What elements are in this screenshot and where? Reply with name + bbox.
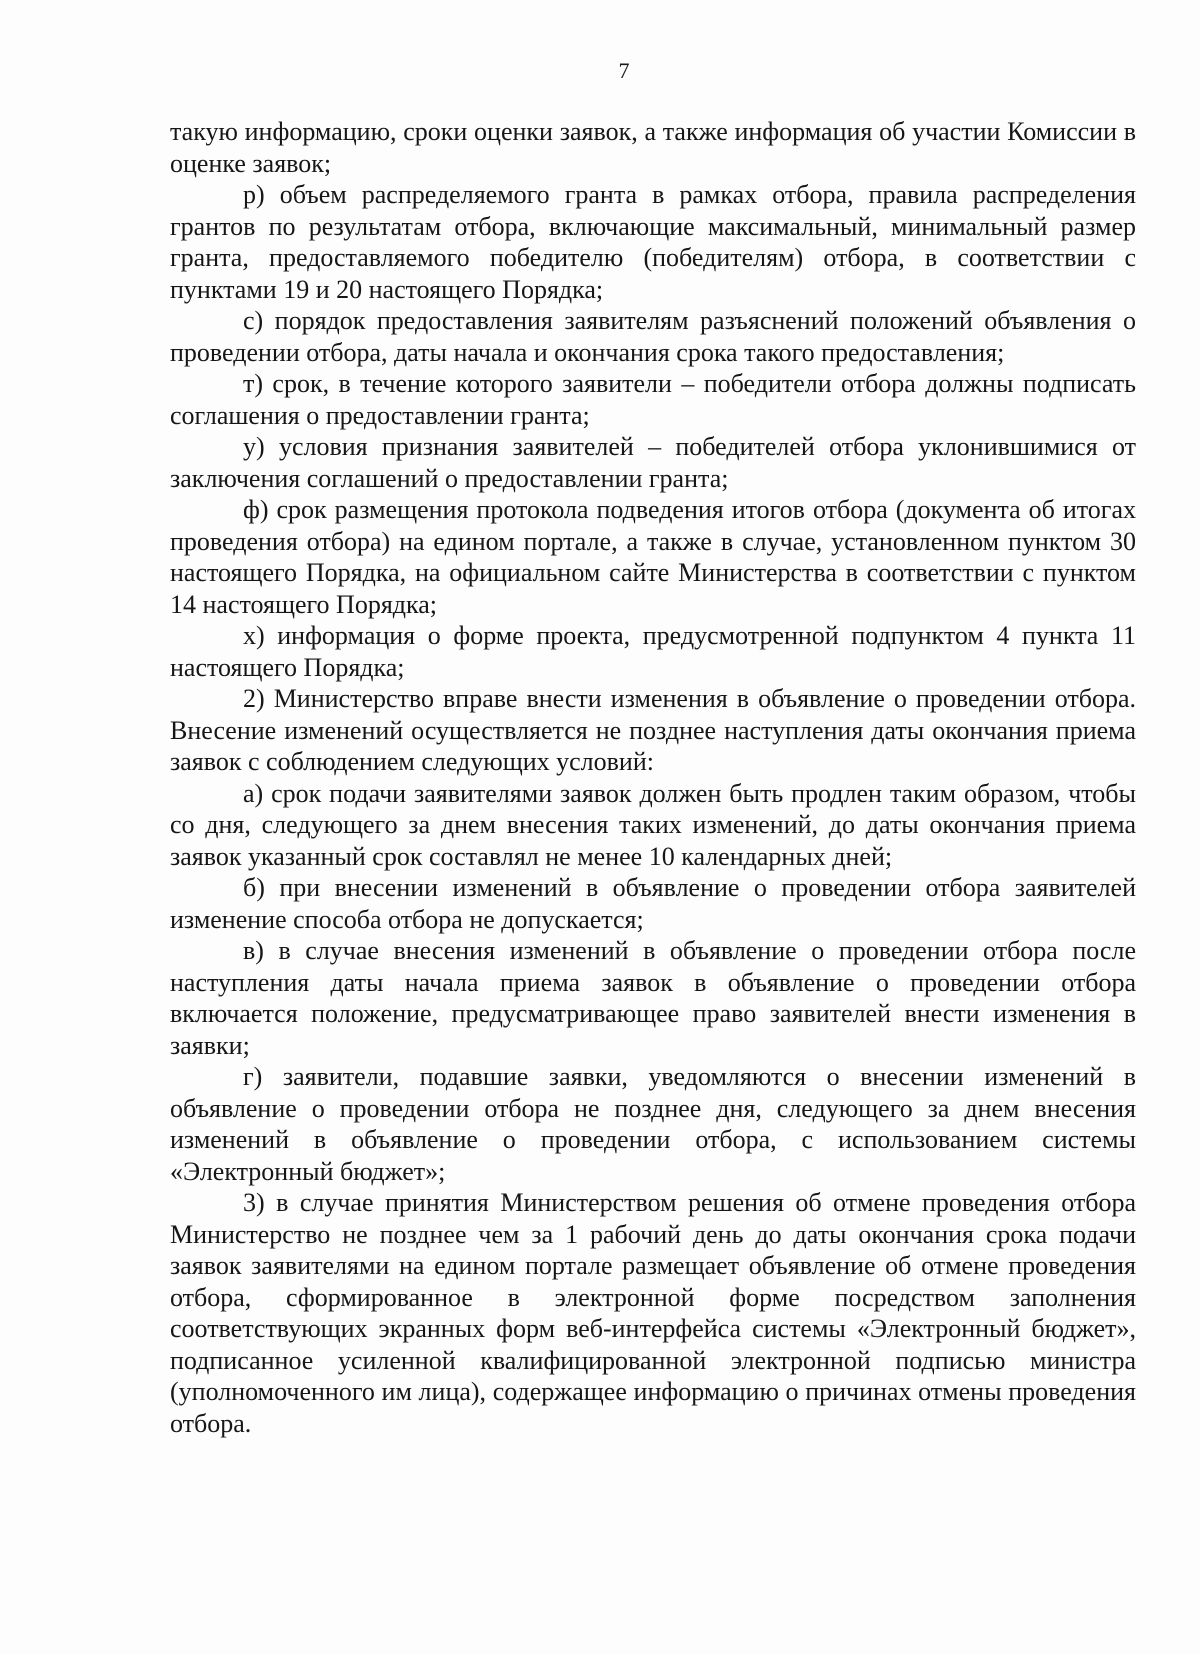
document-body bbox=[170, 116, 1136, 1439]
paragraph-item-v: в) в случае внесения изменений в объявление о проведении отбора после наступления даты начала приема заявок в объявление о проведении отбора включается положение, предусматривающее право заявителей внести изменения в заявки; bbox=[170, 936, 1136, 1060]
page-number: 7 bbox=[618, 58, 630, 83]
paragraph-item-f: ф) срок размещения протокола подведения итогов отбора (документа об итогах проведения отбора) на едином портале, а также в случае, установленном пунктом 30 настоящего Порядка, на официальном сайте Министерства в соответствии с пунктом 14 настоящего Порядка; bbox=[170, 495, 1136, 619]
paragraph-item-r: р) объем распределяемого гранта в рамках отбора, правила распределения грантов по результатам отбора, включающие максимальный, минимальный размер гранта, предоставляемого победителю (победителям) отбора, в соответствии с пунктами 19 и 20 настоящего Порядка; bbox=[170, 180, 1136, 304]
paragraph-point-2: 2) Министерство вправе внести изменения в объявление о проведении отбора. Внесение изменений осуществляется не позднее наступления даты окончания приема заявок с соблюдением следующих условий: bbox=[170, 684, 1136, 776]
paragraph-item-t: т) срок, в течение которого заявители – победители отбора должны подписать соглашения о предоставлении гранта; bbox=[170, 369, 1136, 430]
paragraph-item-b: б) при внесении изменений в объявление о проведении отбора заявителей изменение способа отбора не допускается; bbox=[170, 873, 1136, 934]
paragraph-item-a: а) срок подачи заявителями заявок должен быть продлен таким образом, чтобы со дня, следующего за днем внесения таких изменений, до даты окончания приема заявок указанный срок составлял не менее 10 календарных дней; bbox=[170, 778, 1136, 871]
paragraph-continuation: такую информацию, сроки оценки заявок, а также информация об участии Комиссии в оценке заявок; bbox=[170, 117, 1136, 178]
paragraph-item-kh: х) информация о форме проекта, предусмотренной подпунктом 4 пункта 11 настоящего Порядка; bbox=[170, 621, 1136, 682]
paragraph-item-g: г) заявители, подавшие заявки, уведомляются о внесении изменений в объявление о проведении отбора не позднее дня, следующего за днем внесения изменений в объявление о проведении отбора, с использованием системы «Электронный бюджет»; bbox=[170, 1062, 1136, 1186]
paragraph-point-3: 3) в случае принятия Министерством решения об отмене проведения отбора Министерство не позднее чем за 1 рабочий день до даты окончания срока подачи заявок заявителями на едином портале размещает объявление об отмене проведения отбора, сформированное в электронной форме посредством заполнения соответствующих экранных форм веб-интерфейса системы «Электронный бюджет», подписанное усиленной квалифицированной электронной подписью министра (уполномоченного им лица), содержащее информацию о причинах отмены проведения отбора. bbox=[170, 1188, 1136, 1438]
paragraph-item-u: у) условия признания заявителей – победителей отбора уклонившимися от заключения соглашений о предоставлении гранта; bbox=[170, 432, 1136, 493]
paragraph-item-s: с) порядок предоставления заявителям разъяснений положений объявления о проведении отбора, даты начала и окончания срока такого предоставления; bbox=[170, 306, 1136, 367]
